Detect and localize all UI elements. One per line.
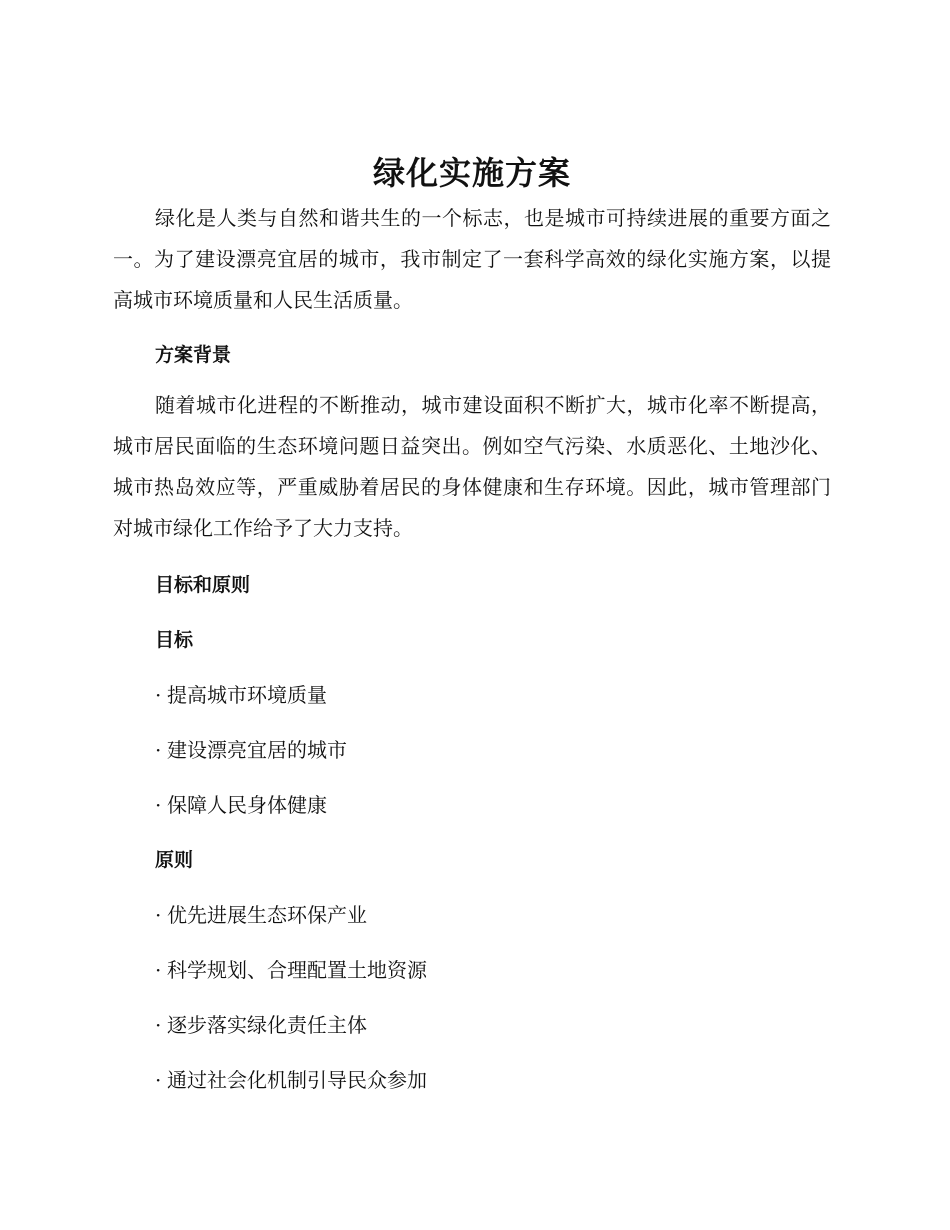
bullet-icon: · xyxy=(155,793,162,817)
list-item xyxy=(113,1068,831,1092)
subheading-goals: 目标 xyxy=(155,629,194,651)
subheading-principles: 原则 xyxy=(155,849,194,871)
list-item xyxy=(113,903,831,927)
goal-item-2: 建设漂亮宜居的城市 xyxy=(167,738,347,762)
list-item xyxy=(113,738,831,762)
list-item xyxy=(113,683,831,707)
bullet-icon: · xyxy=(155,738,162,762)
section-heading-background: 方案背景 xyxy=(155,344,232,366)
bullet-icon: · xyxy=(155,903,162,927)
background-paragraph: 随着城市化进程的不断推动，城市建设面积不断扩大，城市化率不断提高，城市居民面临的生态环境问题日益突出。例如空气污染、水质恶化、土地沙化、城市热岛效应等，严重威胁着居民的身体健康和生存环境。因此，城市管理部门对城市绿化工作给予了大力支持。 xyxy=(113,393,831,540)
list-item xyxy=(113,793,831,817)
goal-item-1: 提高城市环境质量 xyxy=(167,683,327,707)
bullet-icon: · xyxy=(155,683,162,707)
document-page xyxy=(113,150,831,1092)
principle-item-1: 优先进展生态环保产业 xyxy=(167,903,367,927)
principle-item-3: 逐步落实绿化责任主体 xyxy=(167,1013,367,1037)
document-title: 绿化实施方案 xyxy=(372,154,571,192)
goal-item-3: 保障人民身体健康 xyxy=(167,793,327,817)
intro-paragraph: 绿化是人类与自然和谐共生的一个标志，也是城市可持续进展的重要方面之一。为了建设漂亮宜居的城市，我市制定了一套科学高效的绿化实施方案，以提高城市环境质量和人民生活质量。 xyxy=(113,206,831,312)
bullet-icon: · xyxy=(155,1068,162,1092)
list-item xyxy=(113,958,831,982)
section-heading-goals-principles: 目标和原则 xyxy=(155,574,251,596)
principle-item-4: 通过社会化机制引导民众参加 xyxy=(167,1068,427,1092)
list-item xyxy=(113,1013,831,1037)
bullet-icon: · xyxy=(155,958,162,982)
bullet-icon: · xyxy=(155,1013,162,1037)
principle-item-2: 科学规划、合理配置土地资源 xyxy=(167,958,427,982)
